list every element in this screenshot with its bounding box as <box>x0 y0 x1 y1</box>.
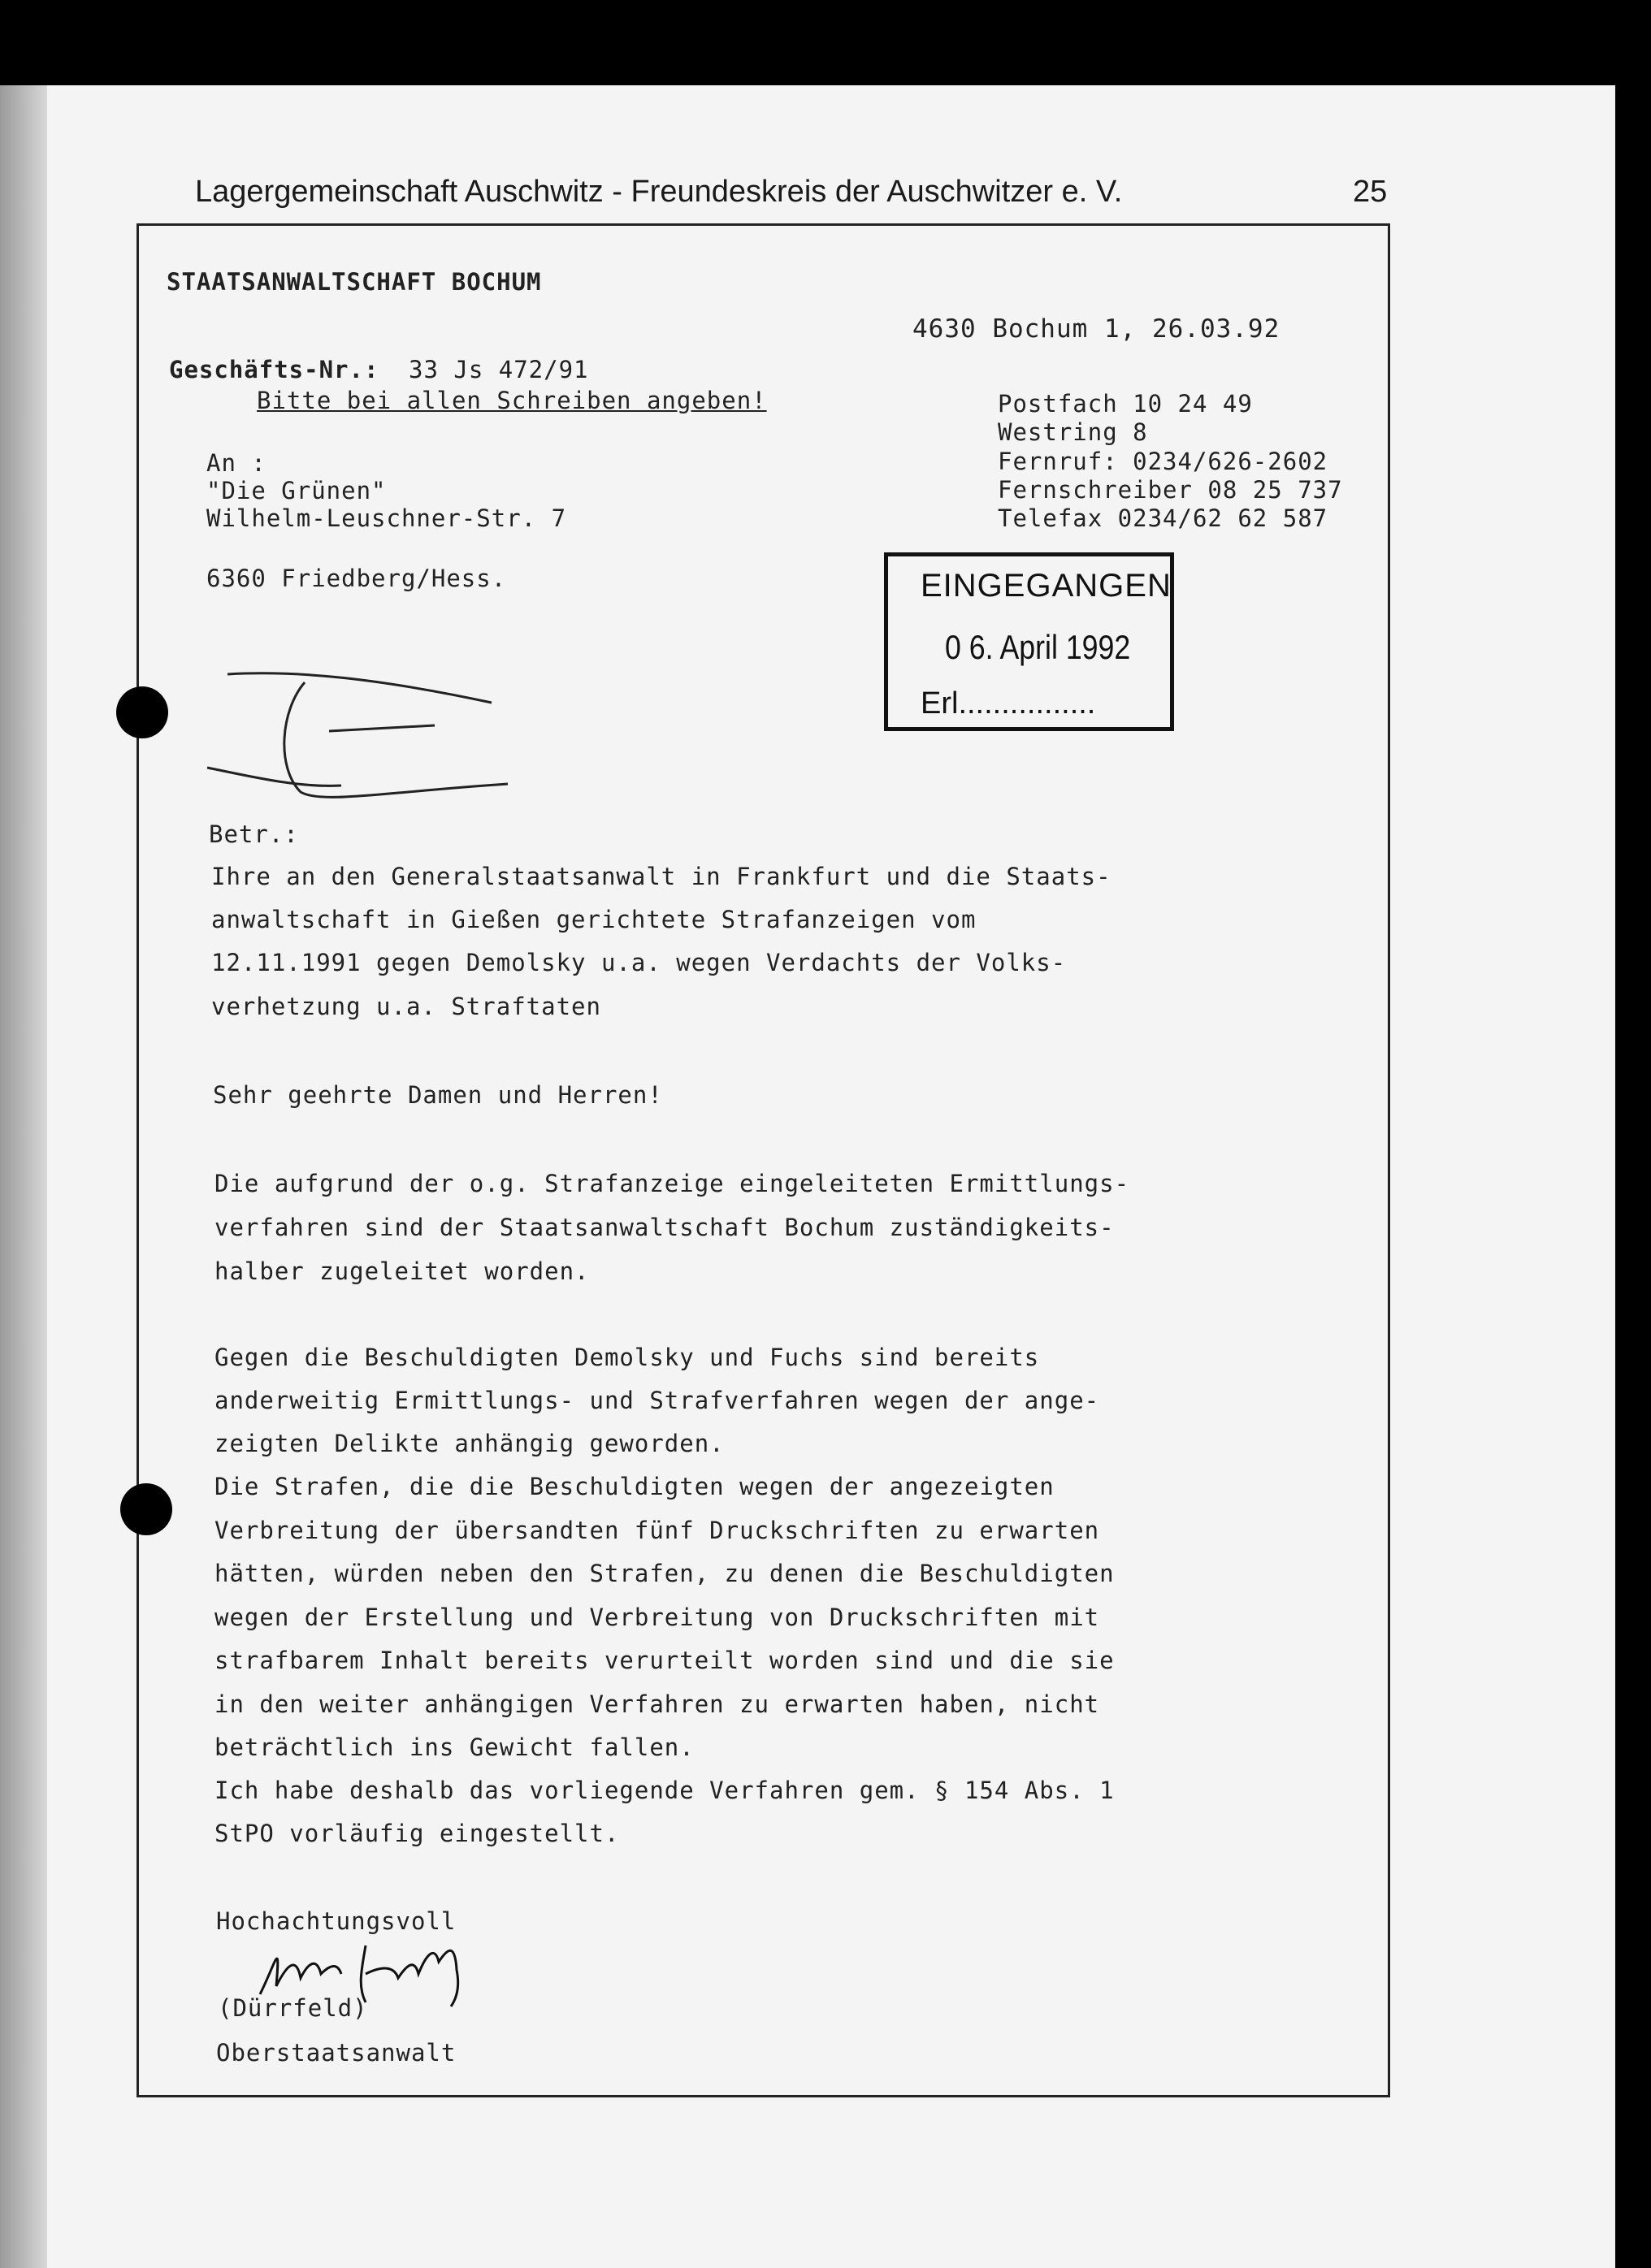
body-line: wegen der Erstellung und Verbreitung von Druckschriften mit <box>214 1604 1100 1631</box>
reference-label: Geschäfts-Nr.: <box>169 356 379 383</box>
subject-label: Betr.: <box>209 820 299 848</box>
body-line: zeigten Delikte anhängig geworden. <box>214 1430 725 1457</box>
subject-line: Ihre an den Generalstaatsanwalt in Frankfurt und die Staats- <box>211 863 1112 890</box>
recipient-line: "Die Grünen" <box>206 477 387 504</box>
body-line: Verbreitung der übersandten fünf Druckschriften zu erwarten <box>214 1517 1100 1544</box>
body-line: Die Strafen, die die Beschuldigten wegen der angezeigten <box>214 1473 1055 1500</box>
stamp-erl: Erl................ <box>921 686 1096 721</box>
punch-hole-top <box>116 686 168 738</box>
stamp-date: 0 6. April 1992 <box>945 628 1131 666</box>
reference-value: 33 Js 472/91 <box>409 356 589 383</box>
subject-line: 12.11.1991 gegen Demolsky u.a. wegen Verdachts der Volks- <box>211 949 1067 976</box>
stamp-title: EINGEGANGEN <box>921 568 1172 604</box>
contact-line: Westring 8 <box>998 418 1148 446</box>
body-line: verfahren sind der Staatsanwaltschaft Bochum zuständigkeits- <box>214 1214 1115 1241</box>
body-line: Gegen die Beschuldigten Demolsky und Fuchs sind bereits <box>214 1344 1040 1371</box>
body-line: beträchtlich ins Gewicht fallen. <box>214 1733 695 1761</box>
reference-note: Bitte bei allen Schreiben angeben! <box>257 387 767 414</box>
adjacent-page-edge <box>0 85 47 2268</box>
body-line: StPO vorläufig eingestellt. <box>214 1820 620 1847</box>
contact-line: Telefax 0234/62 62 587 <box>998 504 1328 532</box>
recipient-line: Wilhelm-Leuschner-Str. 7 <box>206 504 567 532</box>
body-line: Die aufgrund der o.g. Strafanzeige eingeleiteten Ermittlungs- <box>214 1170 1130 1197</box>
page-number: 25 <box>1353 175 1388 209</box>
contact-line: Postfach 10 24 49 <box>998 390 1253 418</box>
body-line: anderweitig Ermittlungs- und Strafverfahren wegen der ange- <box>214 1387 1100 1414</box>
place-date: 4630 Bochum 1, 26.03.92 <box>912 314 1280 344</box>
authority-name: STAATSANWALTSCHAFT BOCHUM <box>167 268 542 296</box>
body-line: halber zugeleitet worden. <box>214 1257 590 1285</box>
contact-line: Fernschreiber 08 25 737 <box>998 476 1343 504</box>
running-head: Lagergemeinschaft Auschwitz - Freundeskreis der Auschwitzer e. V. <box>195 175 1123 209</box>
subject-line: anwaltschaft in Gießen gerichtete Strafanzeigen vom <box>211 906 977 933</box>
received-stamp <box>884 552 1174 731</box>
handwritten-initial <box>199 654 516 816</box>
subject-line: verhetzung u.a. Straftaten <box>211 993 601 1020</box>
signer-title: Oberstaatsanwalt <box>216 2039 457 2067</box>
punch-hole-bottom <box>120 1483 172 1535</box>
body-line: strafbarem Inhalt bereits verurteilt worden sind und die sie <box>214 1647 1115 1674</box>
signer-name: (Dürrfeld) <box>218 1994 368 2022</box>
closing: Hochachtungsvoll <box>216 1907 457 1935</box>
body-line: Ich habe deshalb das vorliegende Verfahren gem. § 154 Abs. 1 <box>214 1777 1115 1804</box>
recipient-line: An : <box>206 449 266 477</box>
salutation: Sehr geehrte Damen und Herren! <box>213 1081 663 1109</box>
body-line: hätten, würden neben den Strafen, zu denen die Beschuldigten <box>214 1560 1115 1587</box>
recipient-line: 6360 Friedberg/Hess. <box>206 565 507 592</box>
contact-line: Fernruf: 0234/626-2602 <box>998 448 1328 475</box>
body-line: in den weiter anhängigen Verfahren zu erwarten haben, nicht <box>214 1690 1100 1718</box>
